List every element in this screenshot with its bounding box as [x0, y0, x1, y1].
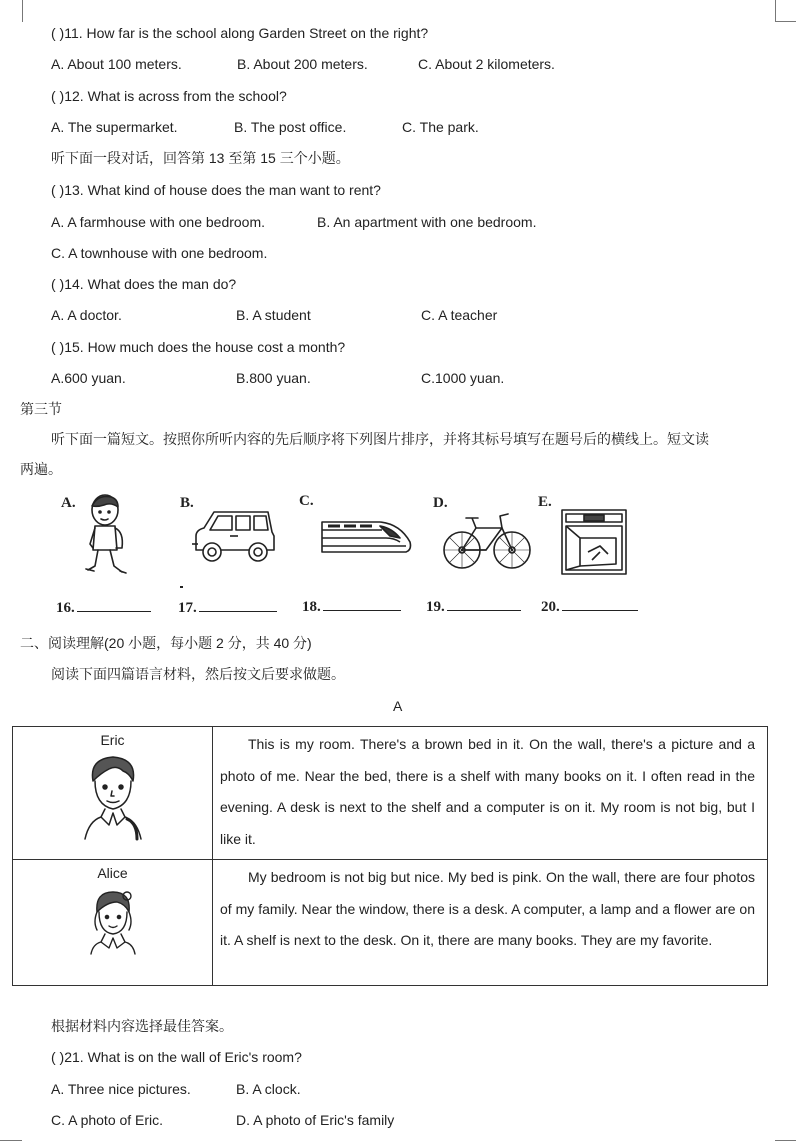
blank-number-19: 19.	[426, 599, 445, 615]
part-2-instruction: 阅读下面四篇语言材料，然后按文后要求做题。	[51, 666, 345, 682]
q12-option-b: B. The post office.	[234, 119, 347, 135]
q11-option-a: A. About 100 meters.	[51, 56, 182, 72]
person-name: Alice	[97, 865, 128, 881]
instruction-13-15: 听下面一段对话，回答第 13 至第 15 三个小题。	[51, 150, 350, 166]
picture-letter-a: A.	[61, 495, 76, 511]
q12-option-c: C. The park.	[402, 119, 479, 135]
corner-mark-bottom-left	[0, 1140, 22, 1141]
q21-option-d: D. A photo of Eric's family	[236, 1112, 395, 1128]
passage-eric: This is my room. There's a brown bed in it. On the wall, there's a picture and a photo of me. Near the bed, there is a shelf with many books on it. I often read in the evening. A desk is next to the shelf and a computer is on it. My room is not big, but I like it.	[220, 736, 755, 847]
q12-option-a: A. The supermarket.	[51, 119, 178, 135]
q21-option-c: C. A photo of Eric.	[51, 1112, 164, 1128]
question-13: ( )13. What kind of house does the man want to rent?	[51, 182, 381, 198]
part-2-heading: 二、阅读理解(20 小题，每小题 2 分，共 40 分)	[20, 635, 312, 651]
subway-station-icon	[558, 502, 630, 578]
blank-number-18: 18.	[302, 599, 321, 615]
passage-text-eric	[213, 727, 768, 860]
bicycle-icon	[442, 508, 532, 572]
blank-line[interactable]	[323, 598, 401, 611]
question-12: ( )12. What is across from the school?	[51, 88, 287, 104]
q15-option-b: B.800 yuan.	[236, 370, 311, 386]
picture-letter-d: D.	[433, 495, 448, 511]
name-cell-alice	[13, 860, 213, 986]
stray-mark	[180, 586, 183, 588]
q15-option-a: A.600 yuan.	[51, 370, 126, 386]
corner-mark-top-right-h	[775, 21, 796, 22]
high-speed-train-icon	[320, 512, 414, 558]
blank-number-20: 20.	[541, 599, 560, 615]
q14-option-b: B. A student	[236, 307, 311, 323]
picture-letter-b: B.	[180, 495, 194, 511]
blank-line[interactable]	[447, 598, 521, 611]
corner-mark-bottom-right	[775, 1140, 796, 1141]
q11-option-c: C. About 2 kilometers.	[418, 56, 555, 72]
name-cell-eric	[13, 727, 213, 860]
table-row	[13, 727, 768, 860]
q14-option-c: C. A teacher	[421, 307, 498, 323]
boy-walking-icon	[78, 492, 130, 580]
picture-letter-c: C.	[299, 493, 314, 509]
q11-option-b: B. About 200 meters.	[237, 56, 368, 72]
q13-option-a: A. A farmhouse with one bedroom.	[51, 214, 266, 230]
answer-blank-16[interactable]	[56, 599, 151, 617]
girl-portrait-icon	[87, 886, 139, 956]
section-3-instruction-line2: 两遍。	[20, 461, 62, 477]
answer-blank-18[interactable]	[302, 598, 401, 616]
answer-blank-19[interactable]	[426, 598, 521, 616]
blank-line[interactable]	[562, 598, 638, 611]
q14-option-a: A. A doctor.	[51, 307, 122, 323]
passage-alice: My bedroom is not big but nice. My bed is pink. On the wall, there are four photos of my family. Near the window, there is a desk. A computer, a lamp and a flower are on it. A shelf is next to the desk. On it, there are many books. They are my favorite.	[220, 869, 755, 948]
person-name: Eric	[100, 732, 125, 748]
blank-line[interactable]	[199, 599, 277, 612]
q13-option-b: B. An apartment with one bedroom.	[317, 214, 537, 230]
boy-portrait-icon	[79, 751, 147, 841]
question-21: ( )21. What is on the wall of Eric's room?	[51, 1049, 302, 1065]
question-11: ( )11. How far is the school along Garden Street on the right?	[51, 25, 429, 41]
section-3-instruction-line1: 听下面一篇短文。按照你所听内容的先后顺序将下列图片排序，并将其标号填写在题号后的横线上。短文读	[51, 431, 709, 447]
answer-blank-20[interactable]	[541, 598, 638, 616]
blank-number-17: 17.	[178, 600, 197, 616]
passage-text-alice	[213, 860, 768, 986]
question-15: ( )15. How much does the house cost a month?	[51, 339, 346, 355]
q15-option-c: C.1000 yuan.	[421, 370, 505, 386]
choose-instruction: 根据材料内容选择最佳答案。	[51, 1018, 233, 1034]
corner-mark-top-right	[775, 0, 776, 22]
corner-mark-top-left	[22, 0, 23, 22]
section-3-heading: 第三节	[20, 401, 62, 417]
blank-number-16: 16.	[56, 600, 75, 616]
q21-option-a: A. Three nice pictures.	[51, 1081, 191, 1097]
q13-option-c: C. A townhouse with one bedroom.	[51, 245, 268, 261]
car-icon	[190, 506, 280, 568]
blank-line[interactable]	[77, 599, 151, 612]
picture-letter-e: E.	[538, 494, 552, 510]
table-row	[13, 860, 768, 986]
question-14: ( )14. What does the man do?	[51, 276, 237, 292]
reading-table	[12, 726, 768, 986]
answer-blank-17[interactable]	[178, 599, 277, 617]
passage-label: A	[393, 698, 403, 714]
q21-option-b: B. A clock.	[236, 1081, 301, 1097]
